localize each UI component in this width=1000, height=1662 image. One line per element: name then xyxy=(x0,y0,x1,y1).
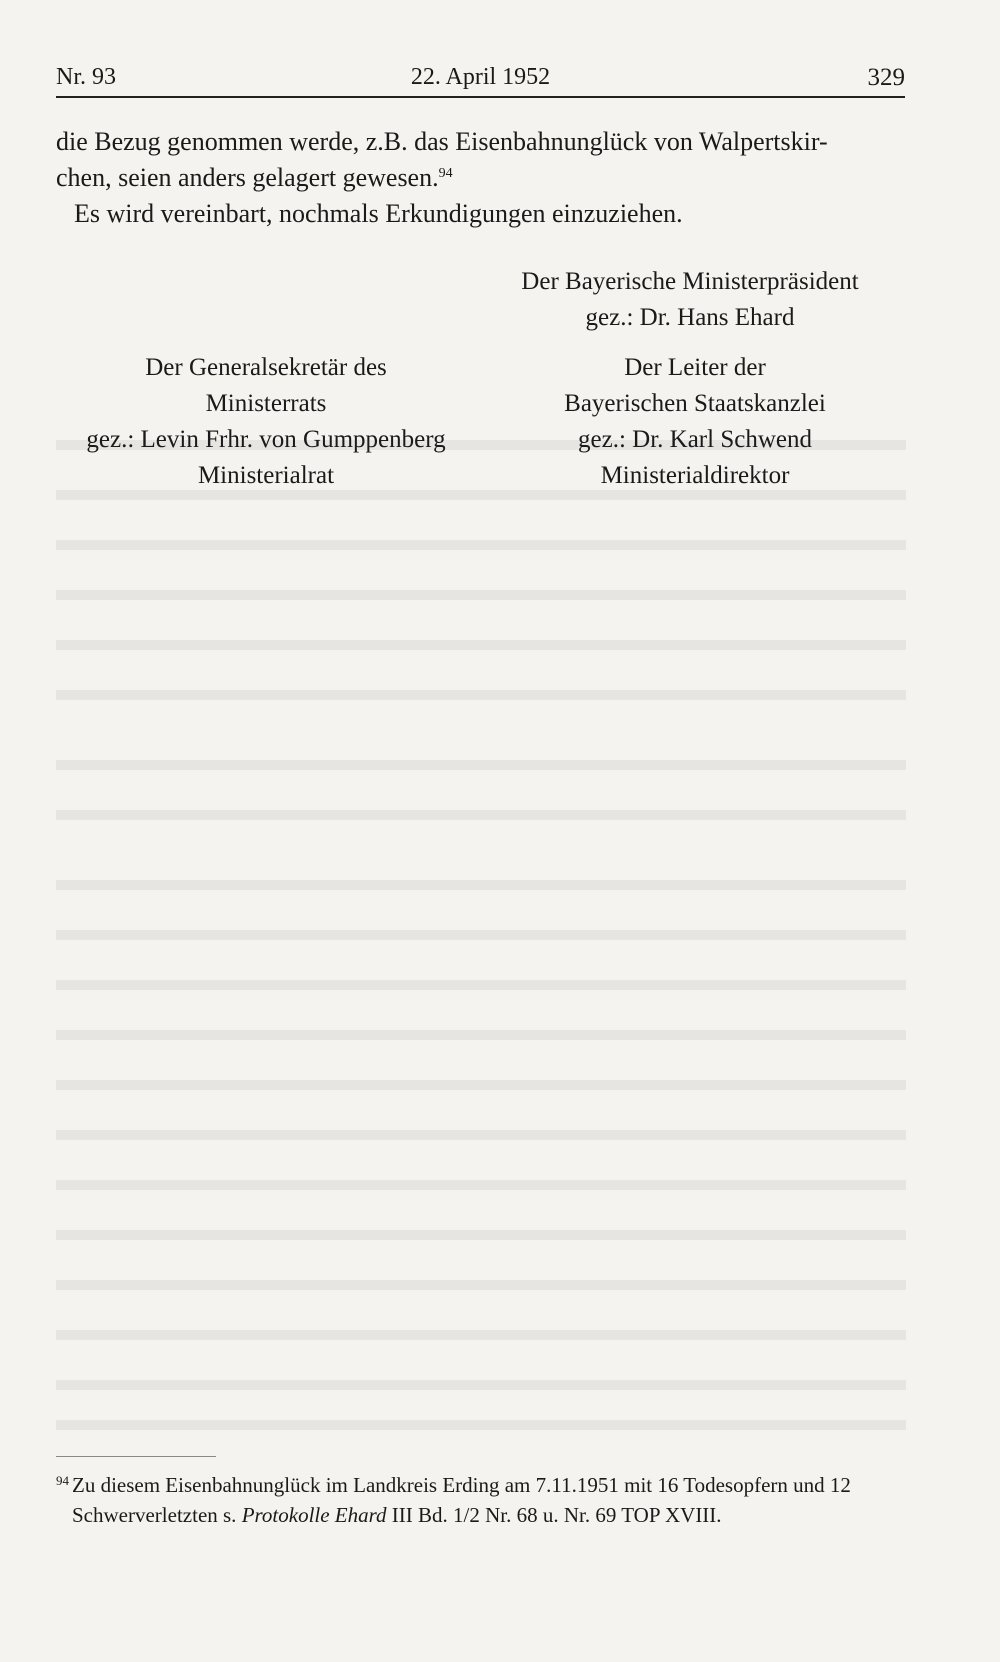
header-date: 22. April 1952 xyxy=(410,64,551,90)
signature-name: gez.: Dr. Hans Ehard xyxy=(585,304,795,331)
signature-name: gez.: Dr. Karl Schwend xyxy=(578,426,812,453)
signature-title: Der Bayerische Ministerpräsident xyxy=(521,268,859,295)
signature-title: Ministerrats xyxy=(205,390,327,417)
signature-title: Der Leiter der xyxy=(624,354,766,381)
signature-staatskanzlei xyxy=(510,350,880,494)
footnote-94 xyxy=(56,1470,906,1530)
footnote-reference[interactable]: 94 xyxy=(438,166,453,181)
body-line: chen, seien anders gelagert gewesen.$^{94}$ xyxy=(56,163,453,192)
running-header xyxy=(56,56,905,98)
footnote-mark: 94 xyxy=(56,1473,69,1488)
footnote-text: Zu diesem Eisenbahnunglück im Landkreis Erding am 7.11.1951 mit 16 Todesopfern und 12 Schwerverletzten s. Protokolle Ehard III Bd. 1/2 Nr. 68 u. Nr. 69 TOP XVIII. xyxy=(72,1473,851,1527)
body-line: Es wird vereinbart, nochmals Erkundigungen einzuziehen. xyxy=(74,199,683,228)
signature-generalsekretaer xyxy=(56,350,476,494)
signature-rank: Ministerialrat xyxy=(197,462,335,489)
body-line: die Bezug genommen werde, z.B. das Eisenbahnunglück von Walpertskir- xyxy=(56,127,828,156)
footnote-divider xyxy=(56,1456,216,1457)
body-text xyxy=(56,124,906,232)
signature-rank: Ministerialdirektor xyxy=(600,462,790,489)
signature-title: Bayerischen Staatskanzlei xyxy=(564,390,826,417)
signature-name: gez.: Levin Frhr. von Gumppenberg xyxy=(86,426,446,453)
signature-title: Der Generalsekretär des xyxy=(145,354,387,381)
footnote-citation-title: Protokolle Ehard xyxy=(241,1503,387,1527)
signature-ministerpraesident xyxy=(490,264,890,336)
document-number: Nr. 93 xyxy=(56,64,116,90)
page-number: 329 xyxy=(867,64,905,91)
